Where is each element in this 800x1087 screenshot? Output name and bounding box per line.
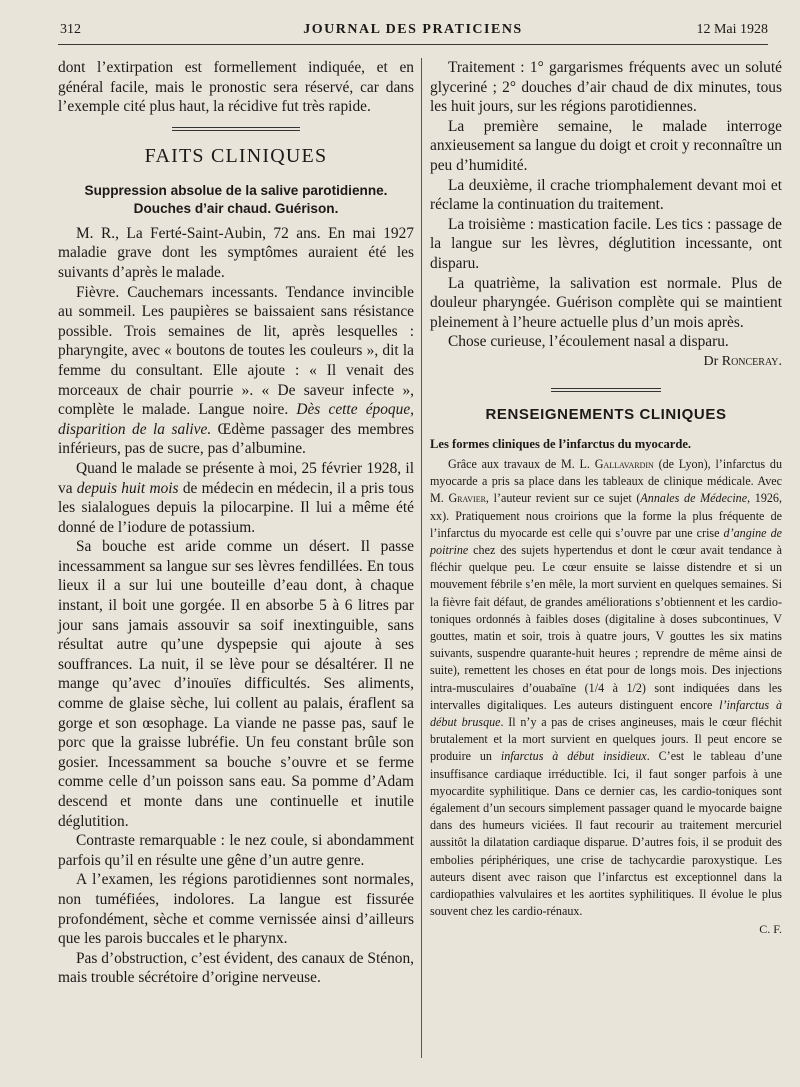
emphasis-text: depuis huit mois (76, 479, 179, 497)
fait-clinique-continuation (430, 58, 782, 370)
text-run: Fièvre. Cauchemars incessants. Tendance invincible au sommeil. Les paupières se baissaient sans résistance possible. Trois semaines de lit, après lesquelles : pharyngite, avec « boutons de toutes les couleurs », dit la femme du consultant. Elle ajoute : « Il venait des morceaux de chair pourrie ». « De saveur infecte », complète le malade. Langue noire. (58, 283, 414, 419)
paragraph: Chose curieuse, l’écoulement nasal a disparu. (448, 333, 729, 351)
text-run: . C’est le tableau d’une insuffisance cardiaque irréductible. Ici, il faut songer parfois à une myocardite syphilitique. Dans ce dernier cas, les cardio-toniques sont également d’un secours simplement passager quand le myocarde baigne dans des humeurs viciées. Il faut recourir au traitement mercuriel aussitôt la dilatation cardiaque disparue. D’autres fois, il se produit des embolies périphériques, une crise de tachycardie paroxystique. Les auteurs disent avec raison que l’infarctus est exceptionnel dans la cardiopathies valvulaires et les aortites syphilitiques. Il évolue le plus souvent chez les cardio-rénaux. (430, 749, 782, 919)
paragraph: La deuxième, il crache triomphalement devant moi et réclame la continuation du traitement. (430, 176, 782, 214)
text-run: chez des sujets hypertendus et dont le cœur avait tendance à fléchir quelque peu. Le cœur ensuite se laisse distendre et si un mouvement fébrile s’en mêle, la mort survient en quelques semaines. Si la fièvre fait défaut, de grandes améliorations s’obtiennent et les cardio-toniques ordonnés à faibles doses (digitaline à doses subcontinues, V gouttes, matin et soir, trois à quatre jours, V gouttes les six matins suivants, suspendre quarante-huit heures ; reprendre de même ainsi de suite), remettent les choses en état pour de longs mois. Des injections intra-musculaires d’ouabaïne (1/4 à 1/2) sont indiquées dans les intervalles digitaliques. Les auteurs distinguent encore (430, 542, 782, 712)
page-header (58, 22, 768, 45)
column-divider (421, 58, 422, 1058)
section-title-faits-cliniques: FAITS CLINIQUES (144, 144, 328, 167)
text-run: Grâce aux travaux de M. L. (448, 456, 595, 471)
author-name: Gravier (448, 491, 486, 506)
paragraph (58, 459, 414, 537)
renseignements-article (430, 437, 782, 937)
paragraph: La première semaine, le malade interroge anxieusement sa langue du doigt et croit y reconnaître un peu d’humidité. (430, 117, 782, 174)
text-run: , 1926, xx). Pratiquement nous croirions que la forme la plus fréquente de l’infarctus du myocarde est celle qui s’ouvre par une crise (430, 491, 782, 540)
paragraph (430, 456, 782, 920)
author-signature (430, 354, 782, 370)
paragraph: M. R., La Ferté-Saint-Aubin, 72 ans. En mai 1927 maladie grave dont les symptômes auraient été les suivants d’après le malade. (58, 224, 414, 281)
journal-title: JOURNAL DES PRATICIENS (303, 22, 523, 37)
emphasis-text: d’angine de poitrine (430, 525, 782, 557)
opening-paragraph: dont l’extirpation est formellement indiquée, et en général facile, mais le pronostic sera réservé, car dans l’exemple cité plus haut, la récidive fut très rapide. (58, 59, 414, 116)
emphasis-text: infarctus à début insidieux (500, 749, 647, 764)
article-heading: Les formes cliniques de l’infarctus du myocarde. (430, 436, 692, 451)
text-run: (de Lyon), l’infarctus du myocarde a pris sa place dans les tableaux de clinique médicale. Avec M. (430, 456, 782, 506)
emphasis-text: l’infarctus à début brusque (430, 697, 782, 729)
paragraph (58, 283, 414, 459)
author-name: Gallavardin (594, 456, 654, 471)
signature-prefix: Dr (703, 353, 719, 369)
text-run: Œdème passager des membres inférieurs, pas de sucre, pas d’albumine. (58, 420, 414, 458)
paragraph: A l’examen, les régions parotidiennes sont normales, non tuméfiées, indolores. La langue est fissurée profondément, sèche et comme vernissée ainsi d’ailleurs que les parois buccales et le pharynx. (58, 871, 414, 948)
section-divider (172, 127, 300, 131)
paragraph: Traitement : 1° gargarismes fréquents avec un soluté glyceriné ; 2° douches d’air chaud de dix minutes, tous les huit jours, sur les régions parotidiennes. (430, 59, 782, 116)
section-title-renseignements: RENSEIGNEMENTS CLINIQUES (485, 405, 727, 423)
paragraph: Sa bouche est aride comme un désert. Il passe incessamment sa langue sur ses lèvres fendillées. En tous lieux il a sur lui une bouteille d’eau dont, à chaque instant, il boit une gorgée. Il en absorbe 5 à 6 litres par jour sans jamais assouvir sa soif inextinguible, sans résultat autre qu’une dyspepsie qui ajoute à ses souffrances. La nuit, il se lève pour se désaltérer. Il ne mange qu’avec d’inouïes difficultés. Ses aliments, comme de glaise sèche, lui collent au palais, éraflent sa gorge et son œsophage. La viande ne passe pas, sauf le porc que la graisse lubréfie. Un feu constant brûle son gosier. Incessamment sa bouche s’ouvre et se ferme comme celle d’un poisson sans eau. Sa pomme d’Adam descend et monte dans une continuelle et inutile déglutition. (58, 538, 414, 830)
page-number: 312 (60, 22, 81, 37)
paragraph: La troisième : mastication facile. Les tics : passage de la langue sur les lèvres, déglutition incessante, ont disparu. (430, 215, 782, 272)
right-column (430, 58, 782, 937)
article-initials: C. F. (759, 922, 782, 937)
emphasis-text: Dès cette époque, disparition de la salive. (58, 401, 415, 438)
left-column (58, 58, 414, 988)
issue-date: 12 Mai 1928 (696, 22, 768, 37)
text-run: . Il n’y a pas de crises angineuses, mais le cœur fléchit brutalement et la mort survient en quelques jours. Il peut encore se produire un (430, 714, 782, 764)
text-run: , l’auteur revient sur ce sujet ( (485, 491, 641, 506)
paragraph: Contraste remarquable : le nez coule, si abondamment parfois qu’il en résulte une gêne d’un autre genre. (58, 832, 414, 869)
emphasis-text: Annales de Médecine (640, 491, 748, 506)
section-divider (551, 388, 661, 392)
signature-name: Ronceray. (721, 353, 782, 369)
text-run: Quand le malade se présente à moi, 25 février 1928, il va (58, 459, 414, 497)
paragraph: Pas d’obstruction, c’est évident, des canaux de Sténon, mais trouble sécrétoire d’origine nerveuse. (58, 949, 414, 987)
paragraph: La quatrième, la salivation est normale. Plus de douleur pharyngée. Guérison complète qui se maintient pleinement à l’heure actuelle plus d’un mois après. (430, 274, 782, 331)
article-title: Suppression absolue de la salive parotidienne. Douches d’air chaud. Guérison. (84, 182, 388, 216)
text-run: de médecin en médecin, il a pris tous les sialalogues depuis la pilocarpine. Il lui a même été donné de l’iodure de potassium. (58, 479, 414, 536)
